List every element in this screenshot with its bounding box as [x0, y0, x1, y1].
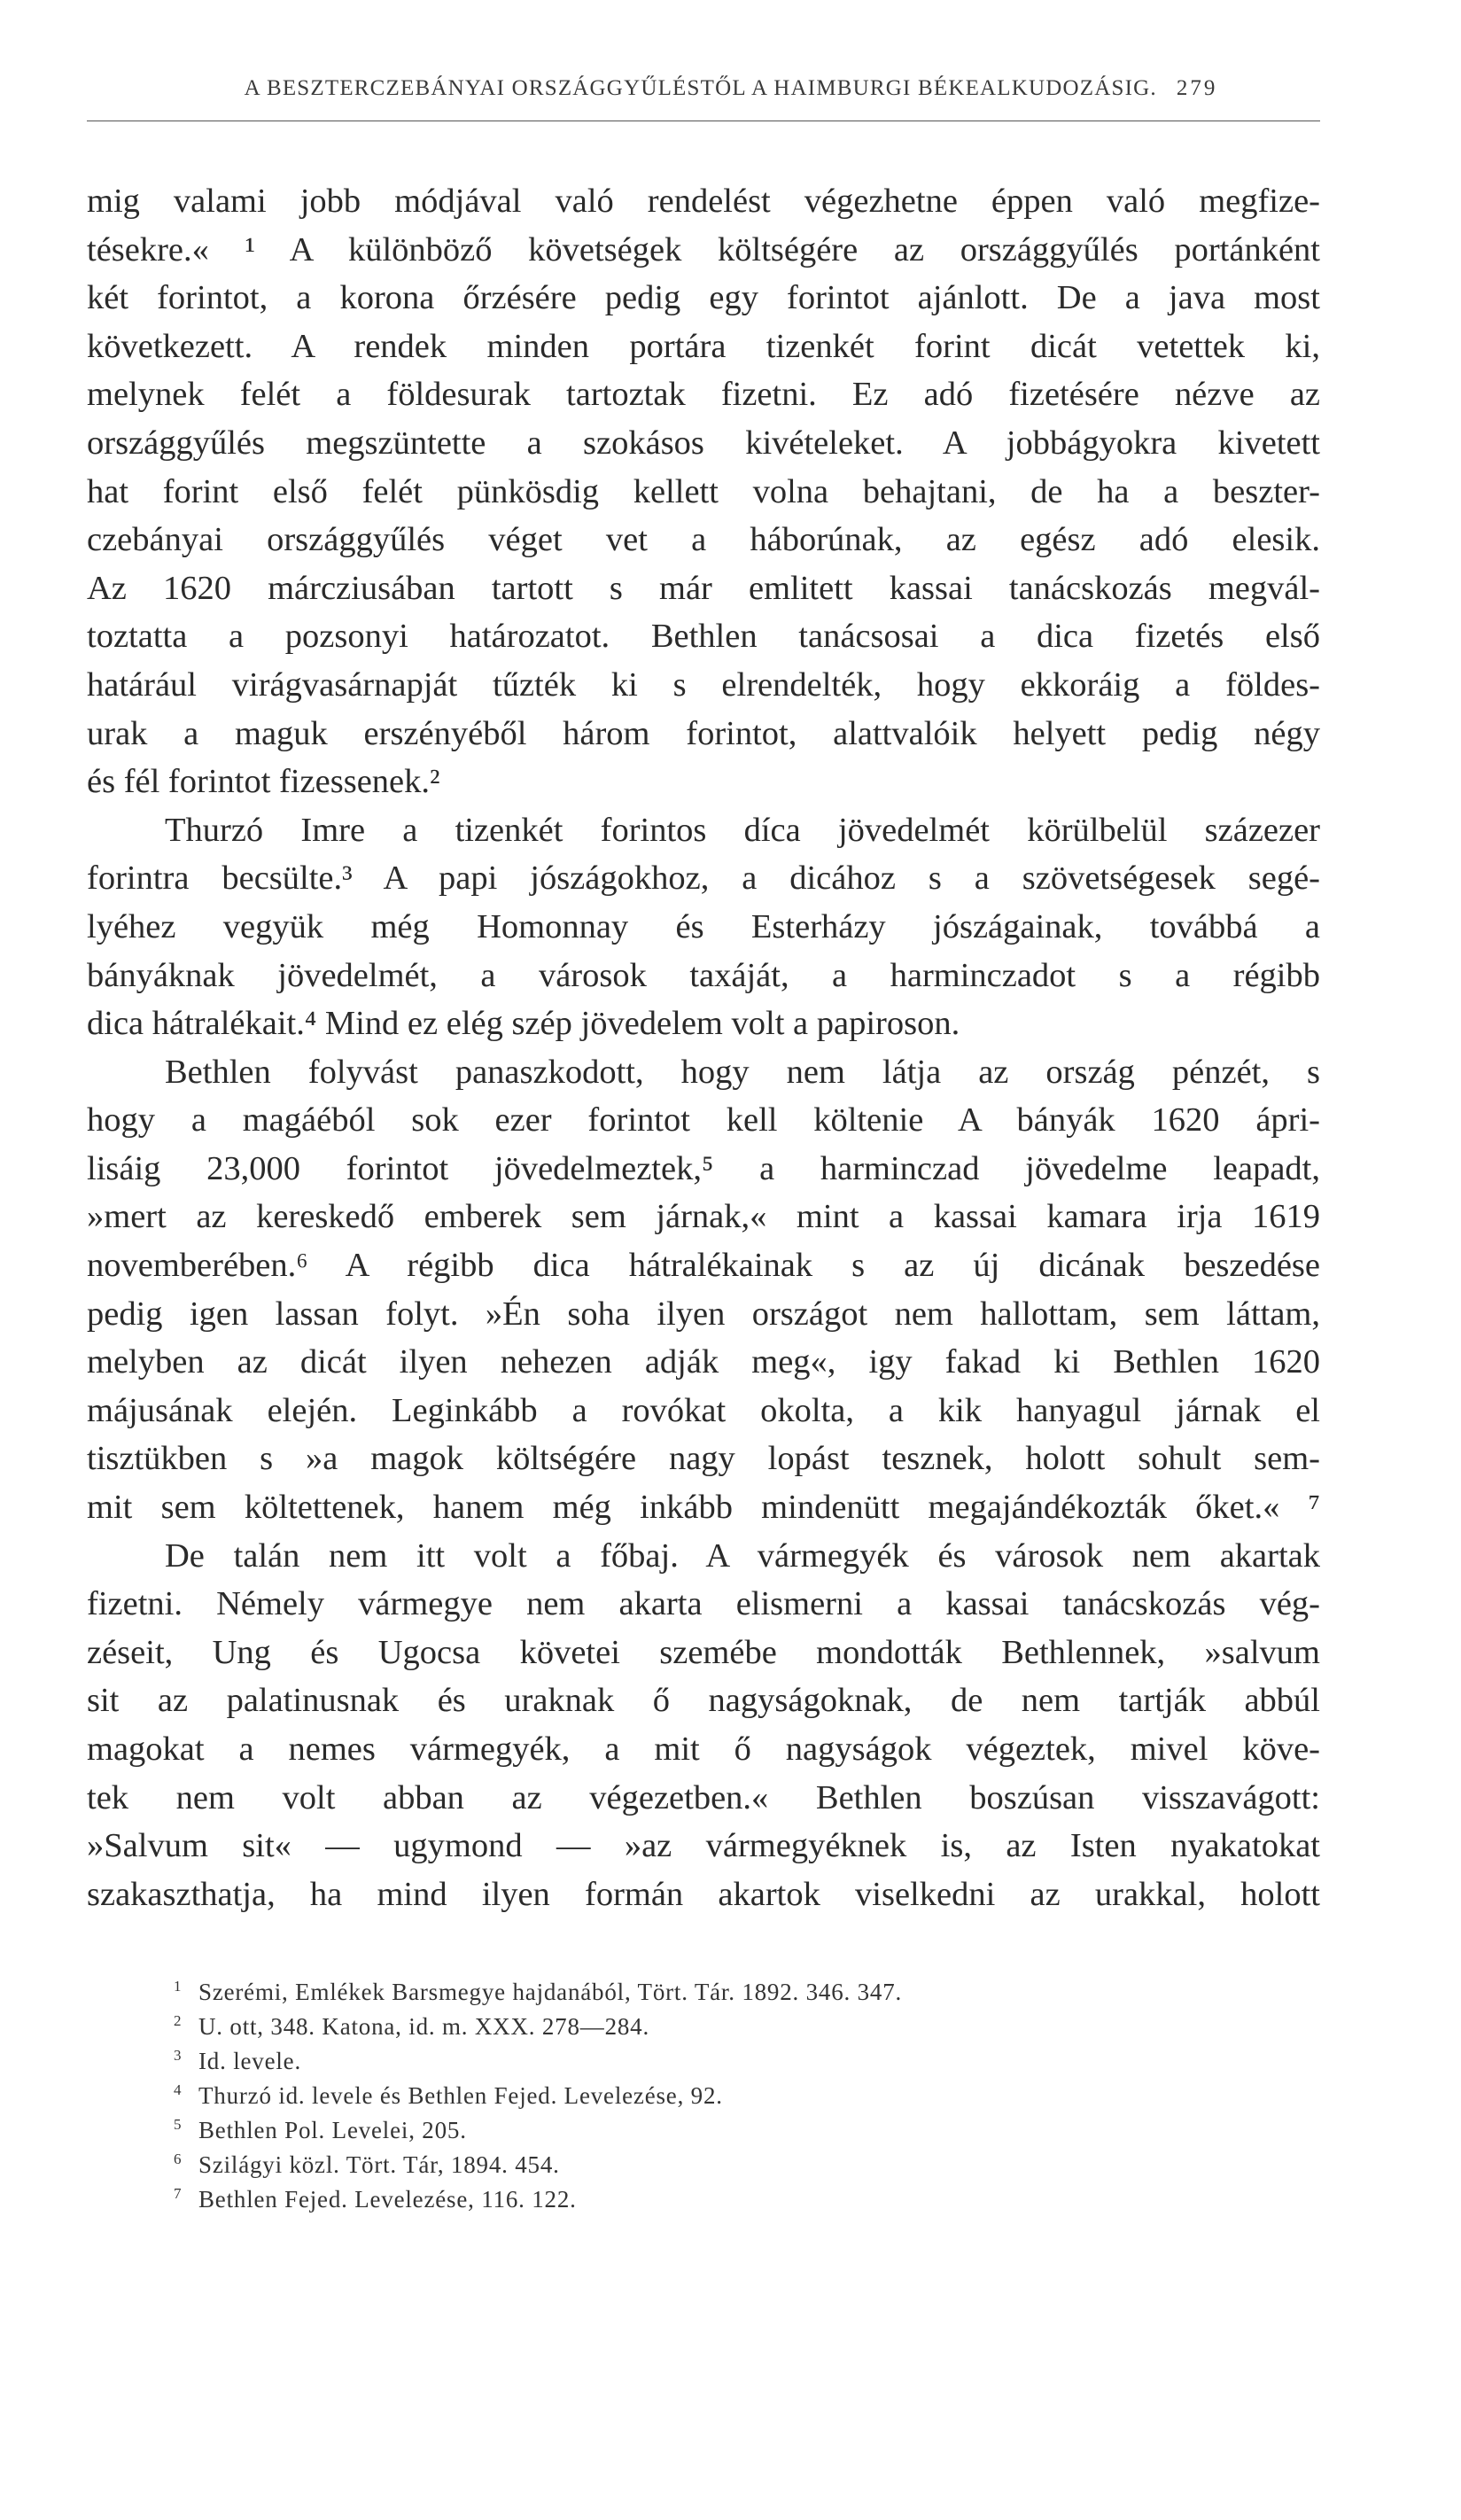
footnote-number: 6	[174, 2151, 183, 2167]
text-line: lisáig 23,000 forintot jövedelmeztek,⁵ a harminczad jövedelme leapadt,	[87, 1149, 1320, 1187]
page-number: 279	[1176, 76, 1218, 100]
text-line: és fél forintot fizessenek.²	[87, 763, 440, 801]
text-line: urak a maguk erszényéből három forintot, alattvalóik helyett pedig négy	[87, 714, 1320, 752]
footnote-number: 5	[174, 2116, 183, 2133]
footnote-number: 3	[174, 2047, 183, 2064]
text-line: De talán nem itt volt a főbaj. A vármegyék és városok nem akartak	[165, 1536, 1320, 1575]
text-line: magokat a nemes vármegyék, a mit ő nagyságok végeztek, mivel köve-	[87, 1731, 1320, 1768]
footnote	[174, 2107, 1148, 2142]
text-line: májusának elején. Leginkább a rovókat okolta, a kik hanyagul járnak el	[87, 1391, 1320, 1429]
text-line: hogy a magáéból sok ezer forintot kell költenie A bányák 1620 ápri-	[87, 1101, 1320, 1139]
text-line: zéseit, Ung és Ugocsa követei szemébe mondották Bethlennek, »salvum	[87, 1633, 1320, 1671]
footnote-text: Szerémi, Emlékek Barsmegye hajdanából, Tört. Tár. 1892. 346. 347.	[198, 1979, 903, 2005]
text-line: határául virágvasárnapját tűzték ki s elrendelték, hogy ekkoráig a földes-	[87, 665, 1320, 704]
running-header	[142, 76, 1320, 101]
footnote-number: 1	[174, 1978, 183, 1995]
text-line: szakaszthatja, ha mind ilyen formán akartok viselkedni az urakkal, holott	[87, 1875, 1320, 1913]
text-line: tek nem volt abban az végezetben.« Bethlen boszúsan visszavágott:	[87, 1778, 1320, 1816]
text-line: mig valami jobb módjával való rendelést végezhetne éppen való megfize-	[87, 183, 1320, 220]
text-line: hat forint első felét pünkösdig kellett volna behajtani, de ha a beszter-	[87, 472, 1320, 510]
footnotes	[174, 1969, 1148, 2211]
text-line: czebányai országgyűlés véget vet a háborúnak, az egész adó elesik.	[87, 521, 1320, 559]
text-line: melynek felét a földesurak tartoztak fizetni. Ez adó fizetésére nézve az	[87, 376, 1320, 414]
footnote	[174, 1969, 1148, 2003]
footnote	[174, 2038, 1148, 2073]
footnote	[174, 2142, 1148, 2176]
body-text	[87, 177, 1320, 1918]
text-line: melyben az dicát ilyen nehezen adják meg«, igy fakad ki Bethlen 1620	[87, 1343, 1320, 1381]
text-line: két forintot, a korona őrzésére pedig egy forintot ajánlott. De a java most	[87, 279, 1320, 317]
text-line: tisztükben s »a magok költségére nagy lopást tesznek, holott sohult sem-	[87, 1440, 1320, 1478]
text-line: fizetni. Némely vármegye nem akarta elismerni a kassai tanácskozás vég-	[87, 1585, 1320, 1623]
text-line: forintra becsülte.³ A papi jószágokhoz, a dicához s a szövetségesek segé-	[87, 859, 1320, 898]
text-line: mit sem költettenek, hanem még inkább mindenütt megajándékozták őket.« ⁷	[87, 1489, 1320, 1527]
text-line: bányáknak jövedelmét, a városok taxáját, a harminczadot s a régibb	[87, 956, 1320, 994]
text-line: »Salvum sit« — ugymond — »az vármegyéknek is, az Isten nyakatokat	[87, 1827, 1320, 1865]
footnote-text: Szilágyi közl. Tört. Tár, 1894. 454.	[198, 2151, 560, 2178]
footnote-text: U. ott, 348. Katona, id. m. XXX. 278—284.	[198, 2013, 650, 2040]
footnote-number: 2	[174, 2012, 183, 2029]
text-line: Bethlen folyvást panaszkodott, hogy nem látja az ország pénzét, s	[165, 1053, 1320, 1091]
footnote-text: Bethlen Pol. Levelei, 205.	[198, 2117, 467, 2143]
footnote	[174, 2176, 1148, 2211]
text-line: Thurzó Imre a tizenkét forintos díca jövedelmét körülbelül százezer	[165, 811, 1320, 849]
footnote-text: Thurzó id. levele és Bethlen Fejed. Levelezése, 92.	[198, 2082, 723, 2109]
footnote	[174, 2003, 1148, 2038]
footnote-number: 4	[174, 2081, 183, 2098]
text-line: »mert az kereskedő emberek sem járnak,« mint a kassai kamara irja 1619	[87, 1198, 1320, 1236]
text-line: következett. A rendek minden portára tizenkét forint dicát vetettek ki,	[87, 327, 1320, 365]
footnote-number: 7	[174, 2185, 183, 2202]
text-line: sit az palatinusnak és uraknak ő nagyságoknak, de nem tartják abbúl	[87, 1682, 1320, 1720]
text-line: dica hátralékait.⁴ Mind ez elég szép jövedelem volt a papiroson.	[87, 1005, 960, 1043]
footnote-text: Bethlen Fejed. Levelezése, 116. 122.	[198, 2186, 577, 2213]
text-line: Az 1620 márcziusában tartott s már emlitett kassai tanácskozás megvál-	[87, 569, 1320, 607]
text-line: pedig igen lassan folyt. »Én soha ilyen országot nem hallottam, sem láttam,	[87, 1295, 1320, 1333]
footnote	[174, 2073, 1148, 2107]
text-line: lyéhez vegyük még Homonnay és Esterházy jószágainak, továbbá a	[87, 907, 1320, 945]
text-line: tésekre.« ¹ A különböző követségek költségére az országgyűlés portánként	[87, 230, 1320, 268]
text-line: országgyűlés megszüntette a szokásos kivételeket. A jobbágyokra kivetett	[87, 424, 1320, 462]
text-line: toztatta a pozsonyi határozatot. Bethlen tanácsosai a dica fizetés első	[87, 618, 1320, 656]
running-header-title: A BESZTERCZEBÁNYAI ORSZÁGGYŰLÉSTŐL A HAIMBURGI BÉKEALKUDOZÁSIG.	[244, 76, 1157, 100]
text-line: novemberében.⁶ A régibb dica hátralékainak s az új dicának beszedése	[87, 1247, 1320, 1285]
footnote-text: Id. levele.	[198, 2048, 301, 2074]
